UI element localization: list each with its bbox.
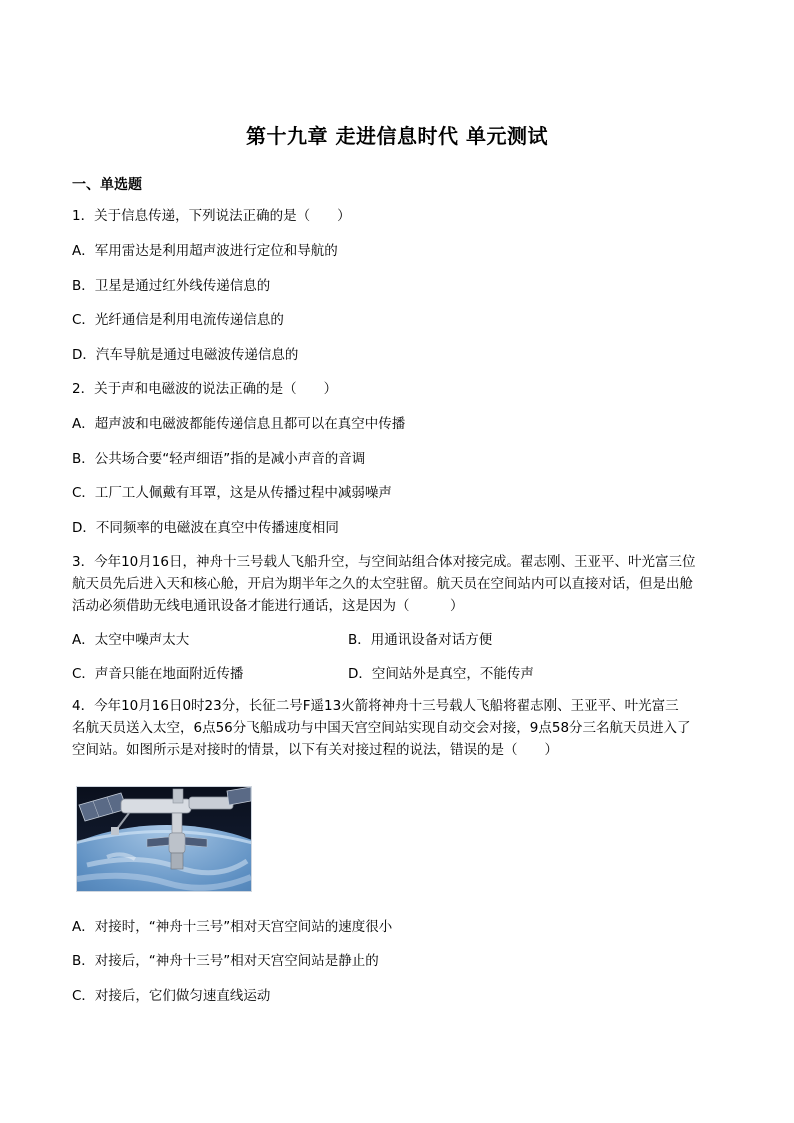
question-3-option-a: A．太空中噪声太大 [72, 632, 190, 648]
question-4-stem-line-2: 名航天员送入太空，6点56分飞船成功与中国天宫空间站实现自动交会对接，9点58分三名航天员进入了 [72, 720, 691, 736]
question-1-stem: 1．关于信息传递，下列说法正确的是（ ） [72, 208, 351, 224]
question-4-option-a: A．对接时，“神舟十三号”相对天宫空间站的速度很小 [72, 919, 393, 935]
question-3-stem-line-2: 航天员先后进入天和核心舱，开启为期半年之久的太空驻留。航天员在空间站内可以直接对话，但是出舱 [72, 576, 693, 592]
question-2-option-b: B．公共场合要“轻声细语”指的是减小声音的音调 [72, 451, 366, 467]
question-1-option-a: A．军用雷达是利用超声波进行定位和导航的 [72, 243, 338, 259]
page-title: 第十九章 走进信息时代 单元测试 [246, 124, 548, 148]
question-1-option-b: B．卫星是通过红外线传递信息的 [72, 278, 271, 294]
section-heading: 一、单选题 [72, 177, 142, 193]
question-2-option-a: A．超声波和电磁波都能传递信息且都可以在真空中传播 [72, 416, 406, 432]
question-3-stem-line-3: 活动必须借助无线电通讯设备才能进行通话，这是因为（ ） [72, 598, 464, 614]
space-station-image [77, 787, 251, 891]
question-3-stem-line-1: 3．今年10月16日，神舟十三号载人飞船升空，与空间站组合体对接完成。翟志刚、王亚平、叶光富三位 [72, 554, 696, 570]
question-3-option-c: C．声音只能在地面附近传播 [72, 666, 244, 682]
question-3-option-b: B．用通讯设备对话方便 [348, 632, 493, 648]
question-1-option-d: D．汽车导航是通过电磁波传递信息的 [72, 347, 299, 363]
question-4-stem-line-3: 空间站。如图所示是对接时的情景，以下有关对接过程的说法，错误的是（ ） [72, 742, 558, 758]
question-4-option-c: C．对接后，它们做匀速直线运动 [72, 988, 271, 1004]
docking-figure [76, 786, 252, 892]
question-4-stem-line-1: 4．今年10月16日0时23分，长征二号F遥13火箭将神舟十三号载人飞船将翟志刚、王亚平、叶光富三 [72, 698, 679, 714]
question-2-option-d: D．不同频率的电磁波在真空中传播速度相同 [72, 520, 339, 536]
question-1-option-c: C．光纤通信是利用电流传递信息的 [72, 312, 284, 328]
question-4-option-b: B．对接后，“神舟十三号”相对天宫空间站是静止的 [72, 953, 379, 969]
question-2-stem: 2．关于声和电磁波的说法正确的是（ ） [72, 381, 338, 397]
question-3-option-d: D．空间站外是真空，不能传声 [348, 666, 534, 682]
question-2-option-c: C．工厂工人佩戴有耳罩，这是从传播过程中减弱噪声 [72, 485, 392, 501]
